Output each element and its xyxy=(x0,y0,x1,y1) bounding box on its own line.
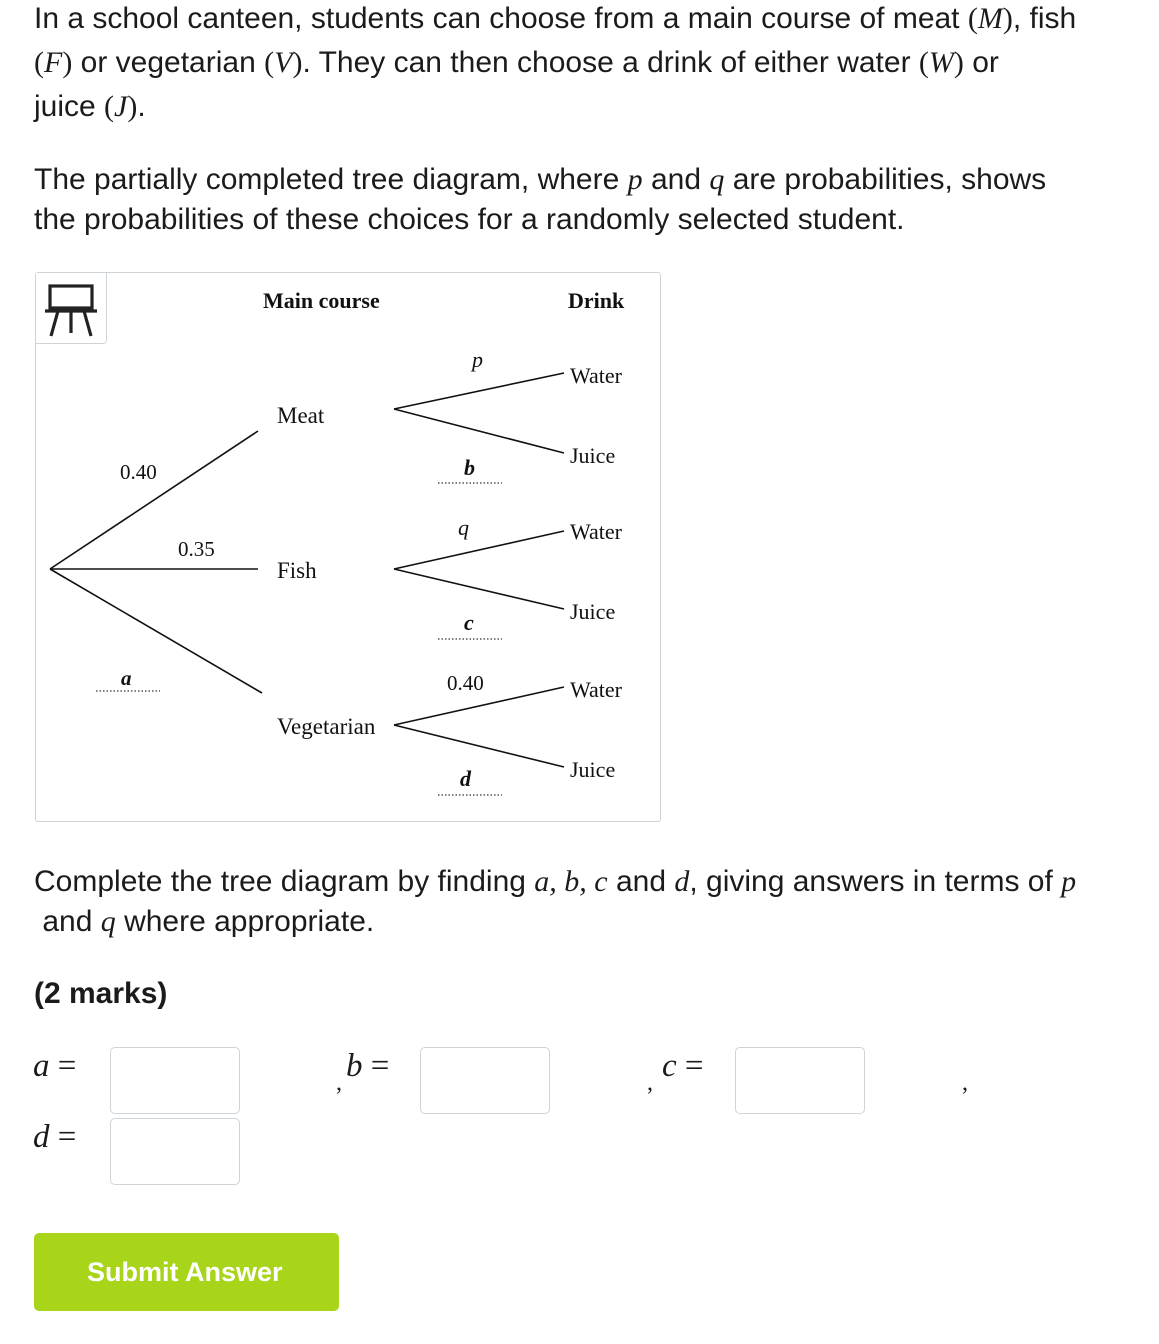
var-v: V xyxy=(274,46,293,79)
branch-meat xyxy=(50,431,258,569)
answer-c-input[interactable] xyxy=(735,1047,865,1114)
separator-comma: , xyxy=(336,1070,342,1096)
prob-fish-juice-c: c xyxy=(464,610,474,635)
answer-d-input[interactable] xyxy=(110,1118,240,1185)
branch-veg xyxy=(50,569,262,693)
label-vegetarian: Vegetarian xyxy=(277,714,376,739)
prob-veg-water: 0.40 xyxy=(447,671,484,695)
instruction-text: Complete the tree diagram by finding a, b, c and d, giving answers in terms of p and q where appropriate. xyxy=(34,865,1077,938)
prob-veg-a: a xyxy=(121,666,132,690)
answer-b-input[interactable] xyxy=(420,1047,550,1114)
answer-d-label: d = xyxy=(33,1119,77,1155)
label-veg-water: Water xyxy=(570,677,622,702)
separator-comma: , xyxy=(962,1070,968,1096)
question-description: The partially completed tree diagram, where p and q are probabilities, shows the probabilities of these choices for a randomly selected student. xyxy=(34,163,1047,236)
prob-meat-water-p: p xyxy=(472,347,483,372)
answer-a-label: a = xyxy=(33,1048,77,1084)
label-fish: Fish xyxy=(277,558,317,583)
branch-fish-juice xyxy=(394,569,564,609)
label-veg-juice: Juice xyxy=(570,757,616,782)
label-meat-water: Water xyxy=(570,363,622,388)
prob-meat-juice-b: b xyxy=(464,455,475,480)
tree-diagram xyxy=(35,272,661,822)
var-j: J xyxy=(114,90,128,123)
answer-b-label: b = xyxy=(346,1048,390,1084)
prob-fish-water-q: q xyxy=(458,515,469,540)
header-main-course: Main course xyxy=(263,288,380,313)
answer-c-label: c = xyxy=(662,1048,704,1084)
branch-meat-water xyxy=(394,373,564,409)
label-fish-water: Water xyxy=(570,519,622,544)
prob-veg-juice-d: d xyxy=(460,766,471,791)
separator-comma: , xyxy=(647,1070,653,1096)
var-f: F xyxy=(44,46,63,79)
tree-diagram-svg xyxy=(36,273,660,821)
answer-a-input[interactable] xyxy=(110,1047,240,1114)
branch-meat-juice xyxy=(394,409,564,453)
label-meat: Meat xyxy=(277,403,325,428)
submit-answer-button[interactable]: Submit Answer xyxy=(34,1233,339,1311)
branch-fish-water xyxy=(394,531,564,569)
var-w: W xyxy=(928,46,954,79)
var-m: M xyxy=(977,2,1003,35)
label-fish-juice: Juice xyxy=(570,599,616,624)
prob-fish: 0.35 xyxy=(178,537,215,561)
branch-veg-juice xyxy=(394,725,564,767)
header-drink: Drink xyxy=(568,288,625,313)
label-meat-juice: Juice xyxy=(570,443,616,468)
marks-label: (2 marks) xyxy=(34,977,168,1010)
easel-icon[interactable] xyxy=(36,273,107,344)
prob-meat: 0.40 xyxy=(120,460,157,484)
question-intro: In a school canteen, students can choose from a main course of meat (M), fish (F) or vegetarian (V). They can then choose a drink of either water (W) or juice (J). xyxy=(34,2,1077,123)
